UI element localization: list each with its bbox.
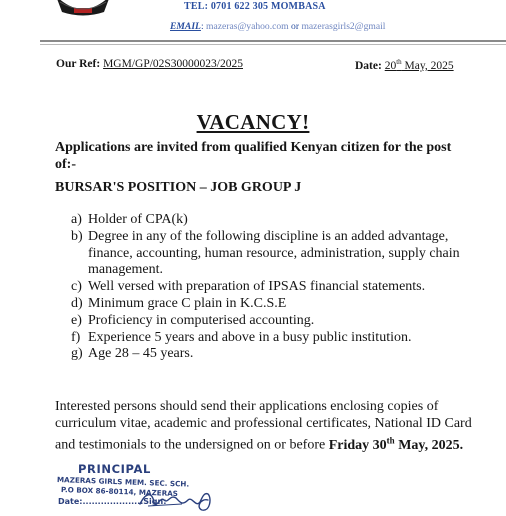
list-item — [71, 229, 468, 279]
date-line — [355, 58, 454, 72]
date-suffix: th — [396, 58, 402, 66]
date-rest: May, 2025 — [401, 59, 454, 72]
closing-text: Interested persons should send their applications enclosing copies of curriculum vitae, academic and professional certificates, National ID Card and testimonials to the undersigned on or before — [55, 399, 472, 453]
list-item — [71, 212, 468, 229]
email-label: EMAIL — [170, 21, 201, 32]
requirement-text: Experience 5 years and above in a busy public institution. — [88, 329, 412, 345]
letterhead-email — [170, 21, 385, 32]
email-colon: : — [200, 21, 204, 32]
email-primary[interactable]: mazeras@yahoo.com — [206, 21, 289, 32]
stamp-school: MAZERAS GIRLS MEM. SEC. SCH. — [56, 475, 190, 489]
letterhead-telephone: TEL: 0701 622 305 MOMBASA — [184, 1, 326, 12]
handwritten-signature — [138, 486, 214, 516]
list-item — [71, 330, 468, 347]
list-marker: g) — [71, 346, 83, 362]
deadline-rest: May, 2025. — [394, 437, 464, 453]
stamp-date-sign: Date:....................Sign: — [58, 497, 167, 506]
requirement-text: Well versed with preparation of IPSAS financial statements. — [88, 279, 426, 295]
requirement-text: Age 28 – 45 years. — [88, 346, 194, 362]
requirement-text: Minimum grace C plain in K.C.S.E — [88, 295, 287, 311]
document-title: VACANCY! — [196, 110, 310, 134]
requirement-text: Holder of CPA(k) — [88, 212, 188, 227]
email-or: or — [291, 21, 300, 32]
deadline — [328, 435, 464, 453]
list-item — [71, 346, 468, 363]
stamp-title: PRINCIPAL — [78, 462, 151, 476]
date-label: Date: — [355, 59, 382, 72]
list-marker: f) — [71, 329, 81, 345]
reference-label: Our Ref: — [56, 58, 101, 70]
requirement-text: Proficiency in computerised accounting. — [88, 312, 315, 328]
list-marker: d) — [71, 295, 83, 311]
list-marker: a) — [71, 212, 82, 227]
list-marker: b) — [71, 228, 83, 244]
list-marker: e) — [71, 312, 82, 328]
list-marker: c) — [71, 279, 82, 295]
deadline-day: Friday 30 — [328, 437, 387, 453]
closing-paragraph — [55, 398, 475, 454]
email-secondary[interactable]: mazerasgirls2@gmail — [301, 21, 386, 32]
list-item — [71, 313, 468, 330]
date-day: 20 — [384, 59, 397, 72]
deadline-suffix: th — [386, 435, 395, 445]
list-item — [71, 296, 468, 313]
reference-line — [56, 58, 243, 70]
stamp-address: P.O BOX 86-80114, MAZERAS — [60, 485, 179, 499]
intro-paragraph: Applications are invited from qualified Kenyan citizen for the post of:- — [55, 140, 452, 172]
letterhead-divider — [40, 40, 506, 42]
list-item — [71, 279, 468, 296]
date-value — [385, 60, 454, 72]
position-heading: BURSAR'S POSITION – JOB GROUP J — [55, 180, 302, 195]
requirements-list — [71, 212, 468, 363]
reference-number: MGM/GP/02S30000023/2025 — [103, 58, 243, 70]
letterhead-divider-thin — [40, 44, 506, 45]
requirement-text: Degree in any of the following discipline is an added advantage, finance, accounting, human resource, administration, supply chain management. — [88, 228, 460, 278]
school-crest-logo — [52, 0, 114, 18]
